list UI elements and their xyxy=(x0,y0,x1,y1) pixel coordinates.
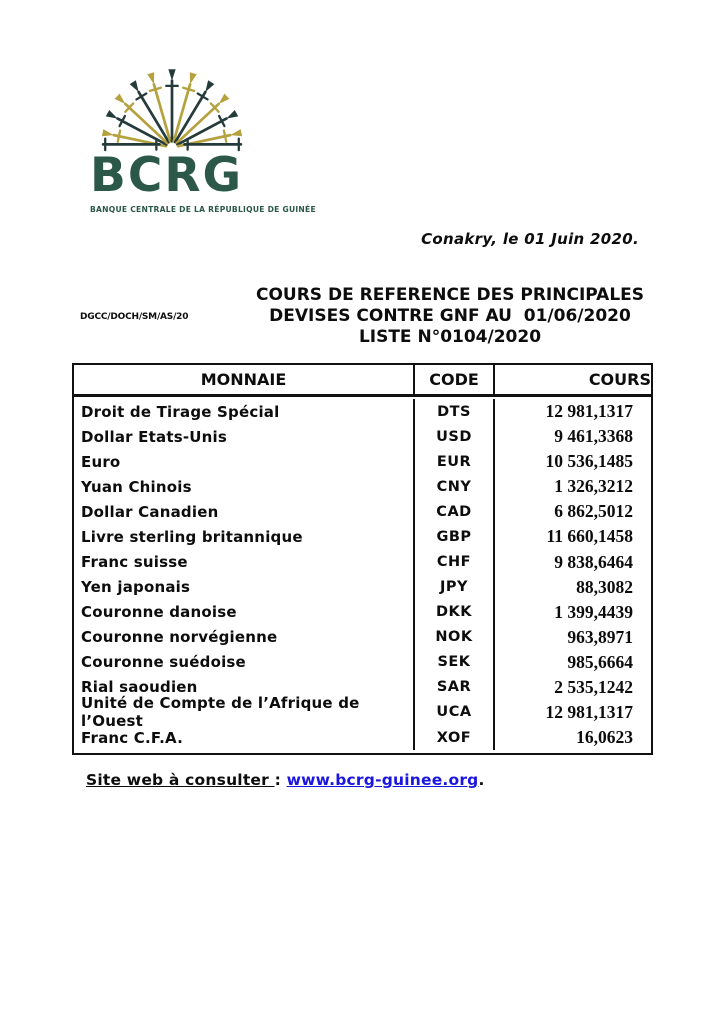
cours-cell: 9 838,6464 xyxy=(554,551,633,572)
monnaie-cell: Livre sterling britannique xyxy=(81,527,303,546)
code-cell: DKK xyxy=(413,600,495,625)
monnaie-cell: Yuan Chinois xyxy=(81,477,192,496)
table-row xyxy=(74,650,651,675)
code-cell: CNY xyxy=(413,474,495,499)
code-cell: EUR xyxy=(413,449,495,474)
code-cell: SAR xyxy=(413,675,495,700)
monnaie-cell: Droit de Tirage Spécial xyxy=(81,402,280,421)
cours-cell: 12 981,1317 xyxy=(545,701,633,722)
monnaie-cell: Franc suisse xyxy=(81,553,188,571)
table-row xyxy=(74,499,651,524)
logo-acronym: BCRG xyxy=(90,148,244,203)
logo-tagline: BANQUE CENTRALE DE LA RÉPUBLIQUE DE GUINÉE xyxy=(90,205,316,214)
cours-cell: 16,0623 xyxy=(576,727,633,748)
website-label: Site web à consulter xyxy=(86,771,275,789)
table-row xyxy=(74,399,651,424)
website-suffix: . xyxy=(478,771,485,789)
bcrg-horns-icon xyxy=(88,64,256,160)
code-cell: UCA xyxy=(413,700,495,725)
header-code: CODE xyxy=(413,365,495,394)
table-row xyxy=(74,424,651,449)
code-cell: DTS xyxy=(413,399,495,424)
date-line: Conakry, le 01 Juin 2020. xyxy=(421,230,639,248)
table-header-row xyxy=(74,365,651,397)
website-separator: : xyxy=(274,771,287,789)
header-monnaie: MONNAIE xyxy=(200,370,287,389)
cours-cell: 10 536,1485 xyxy=(545,451,633,472)
cours-cell: 9 461,3368 xyxy=(554,426,633,447)
exchange-rates-table xyxy=(72,363,653,755)
table-row xyxy=(74,694,651,731)
website-line xyxy=(86,771,485,789)
code-cell: NOK xyxy=(413,625,495,650)
monnaie-cell: Couronne norvégienne xyxy=(81,628,278,647)
cours-cell: 12 981,1317 xyxy=(545,401,633,422)
code-cell: CAD xyxy=(413,499,495,524)
header-cours: COURS xyxy=(588,370,651,389)
table-row xyxy=(74,625,651,650)
code-cell: JPY xyxy=(413,575,495,600)
cours-cell: 985,6664 xyxy=(567,651,633,672)
cours-cell: 1 326,3212 xyxy=(554,476,633,497)
table-row xyxy=(74,524,651,549)
bcrg-logo xyxy=(88,64,316,214)
monnaie-cell: Unité de Compte de l’Afrique de l’Ouest xyxy=(81,694,360,731)
code-cell: SEK xyxy=(413,650,495,675)
table-row xyxy=(74,725,651,750)
monnaie-cell: Couronne danoise xyxy=(81,603,237,622)
monnaie-cell: Yen japonais xyxy=(81,578,191,597)
table-row xyxy=(74,474,651,499)
table-body xyxy=(74,397,651,753)
monnaie-cell: Dollar Canadien xyxy=(81,502,219,521)
cours-cell: 88,3082 xyxy=(576,576,633,597)
monnaie-cell: Franc C.F.A. xyxy=(81,728,184,747)
code-cell: CHF xyxy=(413,549,495,574)
table-row xyxy=(74,549,651,574)
document-title xyxy=(240,285,660,348)
cours-cell: 6 862,5012 xyxy=(554,501,633,522)
monnaie-cell: Rial saoudien xyxy=(81,678,198,697)
title-line-1: COURS DE REFERENCE DES PRINCIPALES xyxy=(255,285,645,305)
code-cell: GBP xyxy=(413,524,495,549)
cours-cell: 1 399,4439 xyxy=(554,601,633,622)
title-line-2: DEVISES CONTRE GNF AU 01/06/2020 xyxy=(269,306,631,326)
monnaie-cell: Couronne suédoise xyxy=(81,653,246,672)
monnaie-cell: Dollar Etats-Unis xyxy=(81,427,227,446)
table-row xyxy=(74,600,651,625)
cours-cell: 2 535,1242 xyxy=(554,676,633,697)
table-row xyxy=(74,449,651,474)
monnaie-cell: Euro xyxy=(81,452,121,471)
document-reference: DGCC/DOCH/SM/AS/20 xyxy=(80,312,189,322)
cours-cell: 11 660,1458 xyxy=(546,526,633,547)
code-cell: USD xyxy=(413,424,495,449)
code-cell: XOF xyxy=(413,725,495,750)
website-link[interactable]: www.bcrg-guinee.org xyxy=(286,771,479,789)
title-line-3: LISTE N°0104/2020 xyxy=(358,327,542,347)
cours-cell: 963,8971 xyxy=(567,626,633,647)
table-row xyxy=(74,575,651,600)
